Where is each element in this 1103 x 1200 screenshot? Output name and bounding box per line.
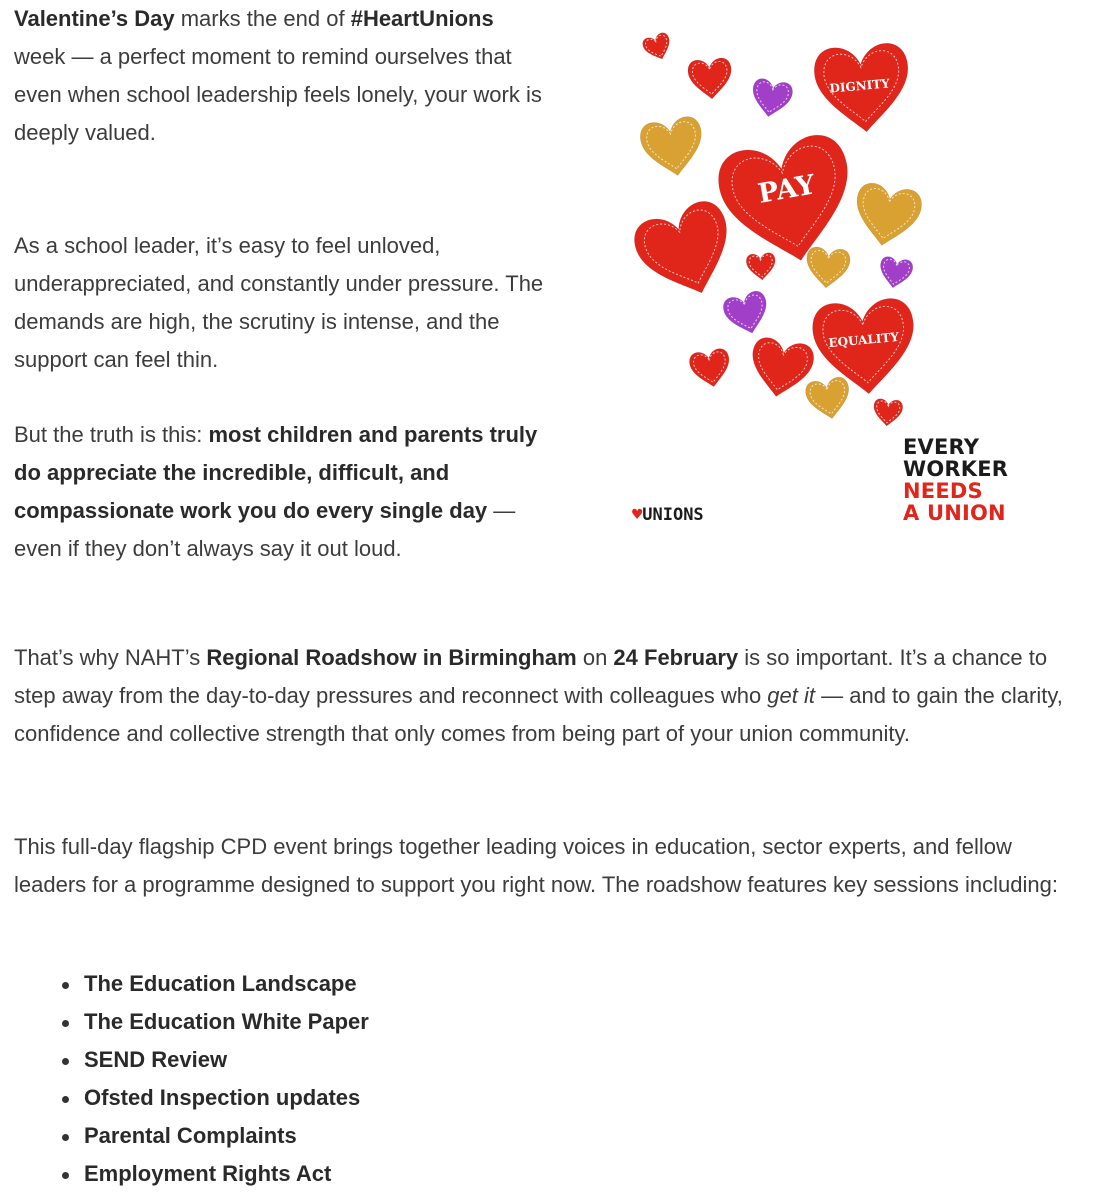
intro-text-2: week — a perfect moment to remind ourselves that even when school leadership feels lonely, your work is deeply valued. <box>14 44 542 145</box>
red-heart <box>628 196 746 309</box>
session-item: Employment Rights Act <box>14 1155 369 1193</box>
roadshow-text-1: That’s why NAHT’s <box>14 645 207 670</box>
cpd-event-paragraph: This full-day flagship CPD event brings together leading voices in education, sector experts, and fellow leaders for a programme designed to support you right now. The roadshow features key sessions including: <box>14 834 1058 897</box>
heart-icon: ♥ <box>632 505 643 525</box>
red-heart <box>688 347 733 390</box>
heart-label-pay: PAY <box>755 169 818 210</box>
slogan-line-2: WORKER <box>903 457 1009 481</box>
intro-text-1: marks the end of <box>174 6 351 31</box>
truth-paragraph <box>14 416 544 568</box>
school-leader-paragraph: As a school leader, it’s easy to feel unloved, underappreciated, and constantly under pressure. The demands are high, the scrutiny is intense, and the support can feel thin. <box>14 233 544 372</box>
session-item: The Education White Paper <box>14 1003 369 1041</box>
truth-bold-text: most children and parents truly do appreciate the incredible, difficult, and compassionate work you do every single day <box>14 422 538 523</box>
small-red-heart <box>872 398 903 427</box>
purple-heart <box>877 255 914 290</box>
roadshow-name: Regional Roadshow in Birmingham <box>206 645 577 670</box>
roadshow-text-3: is so important. It’s a chance to step away from the day-to-day pressures and reconnect with colleagues who <box>14 645 1048 708</box>
unions-logo-text: UNIONS <box>642 505 704 525</box>
intro-paragraph <box>14 0 544 152</box>
purple-heart <box>749 77 794 120</box>
heart-unions-logo <box>632 504 704 526</box>
roadshow-text-4: — and to gain the clarity, confidence and collective strength that only comes from being part of your union community. <box>14 683 1063 746</box>
session-list <box>14 965 369 1193</box>
slogan-line-4: A UNION <box>903 501 1006 525</box>
gold-heart <box>638 114 708 180</box>
gold-heart <box>804 246 851 290</box>
red-heart <box>687 57 734 101</box>
session-item: SEND Review <box>14 1041 369 1079</box>
truth-text-1: But the truth is this: <box>14 422 209 447</box>
truth-text-2: — even if they don’t always say it out loud. <box>14 498 516 561</box>
slogan-line-3: NEEDS <box>903 479 983 503</box>
slogan-line-1: EVERY <box>903 435 980 459</box>
session-item: Parental Complaints <box>14 1117 369 1155</box>
session-item: Ofsted Inspection updates <box>14 1079 369 1117</box>
gold-heart <box>804 376 853 423</box>
every-worker-slogan <box>903 436 1008 524</box>
roadshow-italic: get it <box>767 683 815 708</box>
session-item: The Education Landscape <box>14 965 369 1003</box>
heartunions-hashtag: #HeartUnions <box>350 6 494 31</box>
roadshow-paragraph <box>14 639 1089 753</box>
heart-label-dignity: DIGNITY <box>828 76 891 96</box>
valentines-day-text: Valentine’s Day <box>14 6 175 31</box>
roadshow-text-2: on <box>576 645 614 670</box>
roadshow-date: 24 February <box>613 645 739 670</box>
heart-label-equality: EQUALITY <box>827 329 900 351</box>
gold-heart <box>850 181 924 251</box>
equality-heart <box>811 297 920 399</box>
purple-heart <box>721 289 773 339</box>
